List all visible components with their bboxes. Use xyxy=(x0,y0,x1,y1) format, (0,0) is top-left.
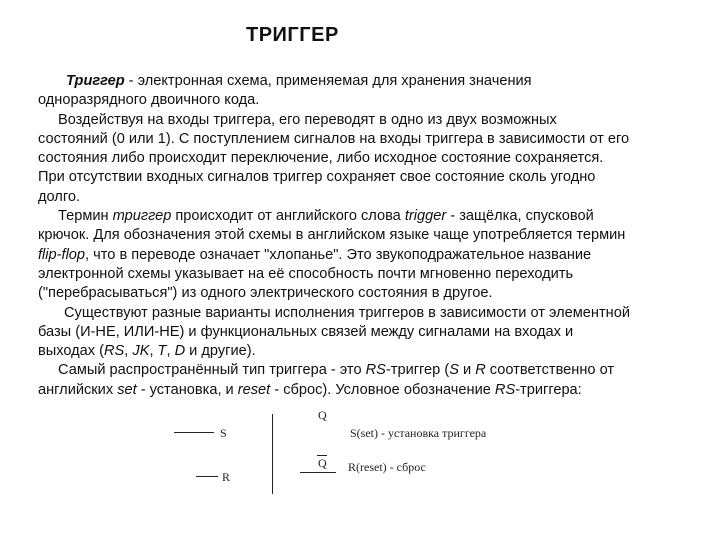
term-trigger: Триггер xyxy=(66,73,125,89)
page-title: ТРИГГЕР xyxy=(246,24,339,46)
input-r-line xyxy=(196,476,218,477)
paragraph-rs-trigger: Самый распространённый тип триггера - это RS-триггер (S и R соответственно от английских set - установка, и reset - сброс). Условное обозначение RS-триггера: xyxy=(38,362,615,398)
paragraph-definition: Триггер - электронная схема, применяемая для хранения значения одноразрядного двоичного кода. xyxy=(38,73,532,109)
output-q-label: Q xyxy=(318,408,327,422)
body-text xyxy=(38,72,684,400)
paragraph-variants: Существуют разные варианты исполнения триггеров в зависимости от элементной базы (И-НЕ, ИЛИ-НЕ) и функциональных связей между сигналами на входах и выходах (RS, JK, T, D и другие). xyxy=(38,304,630,360)
output-q-bar-line xyxy=(300,472,336,473)
caption-set: S(set) - установка триггера xyxy=(350,426,487,440)
output-q-bar-label: Q xyxy=(318,456,327,470)
caption-reset: R(reset) - сброс xyxy=(348,460,426,474)
input-s-label: S xyxy=(220,426,227,440)
input-s-line xyxy=(174,432,214,433)
trigger-box-right-edge xyxy=(272,414,273,494)
paragraph-etymology: Термин триггер происходит от английского слова trigger - защёлка, спусковой крючок. Для обозначения этой схемы в английском языке чаще употребляется термин flip-flop, что в переводе означает "хлопанье". Это звукоподражательное название электронной схемы указывает на её способность почти мгновенно переходить ("перебрасываться") из одного электрического состояния в другое. xyxy=(38,208,626,302)
rs-trigger-diagram xyxy=(160,404,500,494)
paragraph-states: Воздействуя на входы триггера, его переводят в одно из двух возможных состояний (0 или 1). С поступлением сигналов на входы триггера в зависимости от его состояния либо происходит переключение, либо исходное состояние сохраняется. При отсутствии входных сигналов триггер сохраняет свое состояние сколь угодно долго. xyxy=(38,111,630,205)
input-r-label: R xyxy=(222,470,231,484)
